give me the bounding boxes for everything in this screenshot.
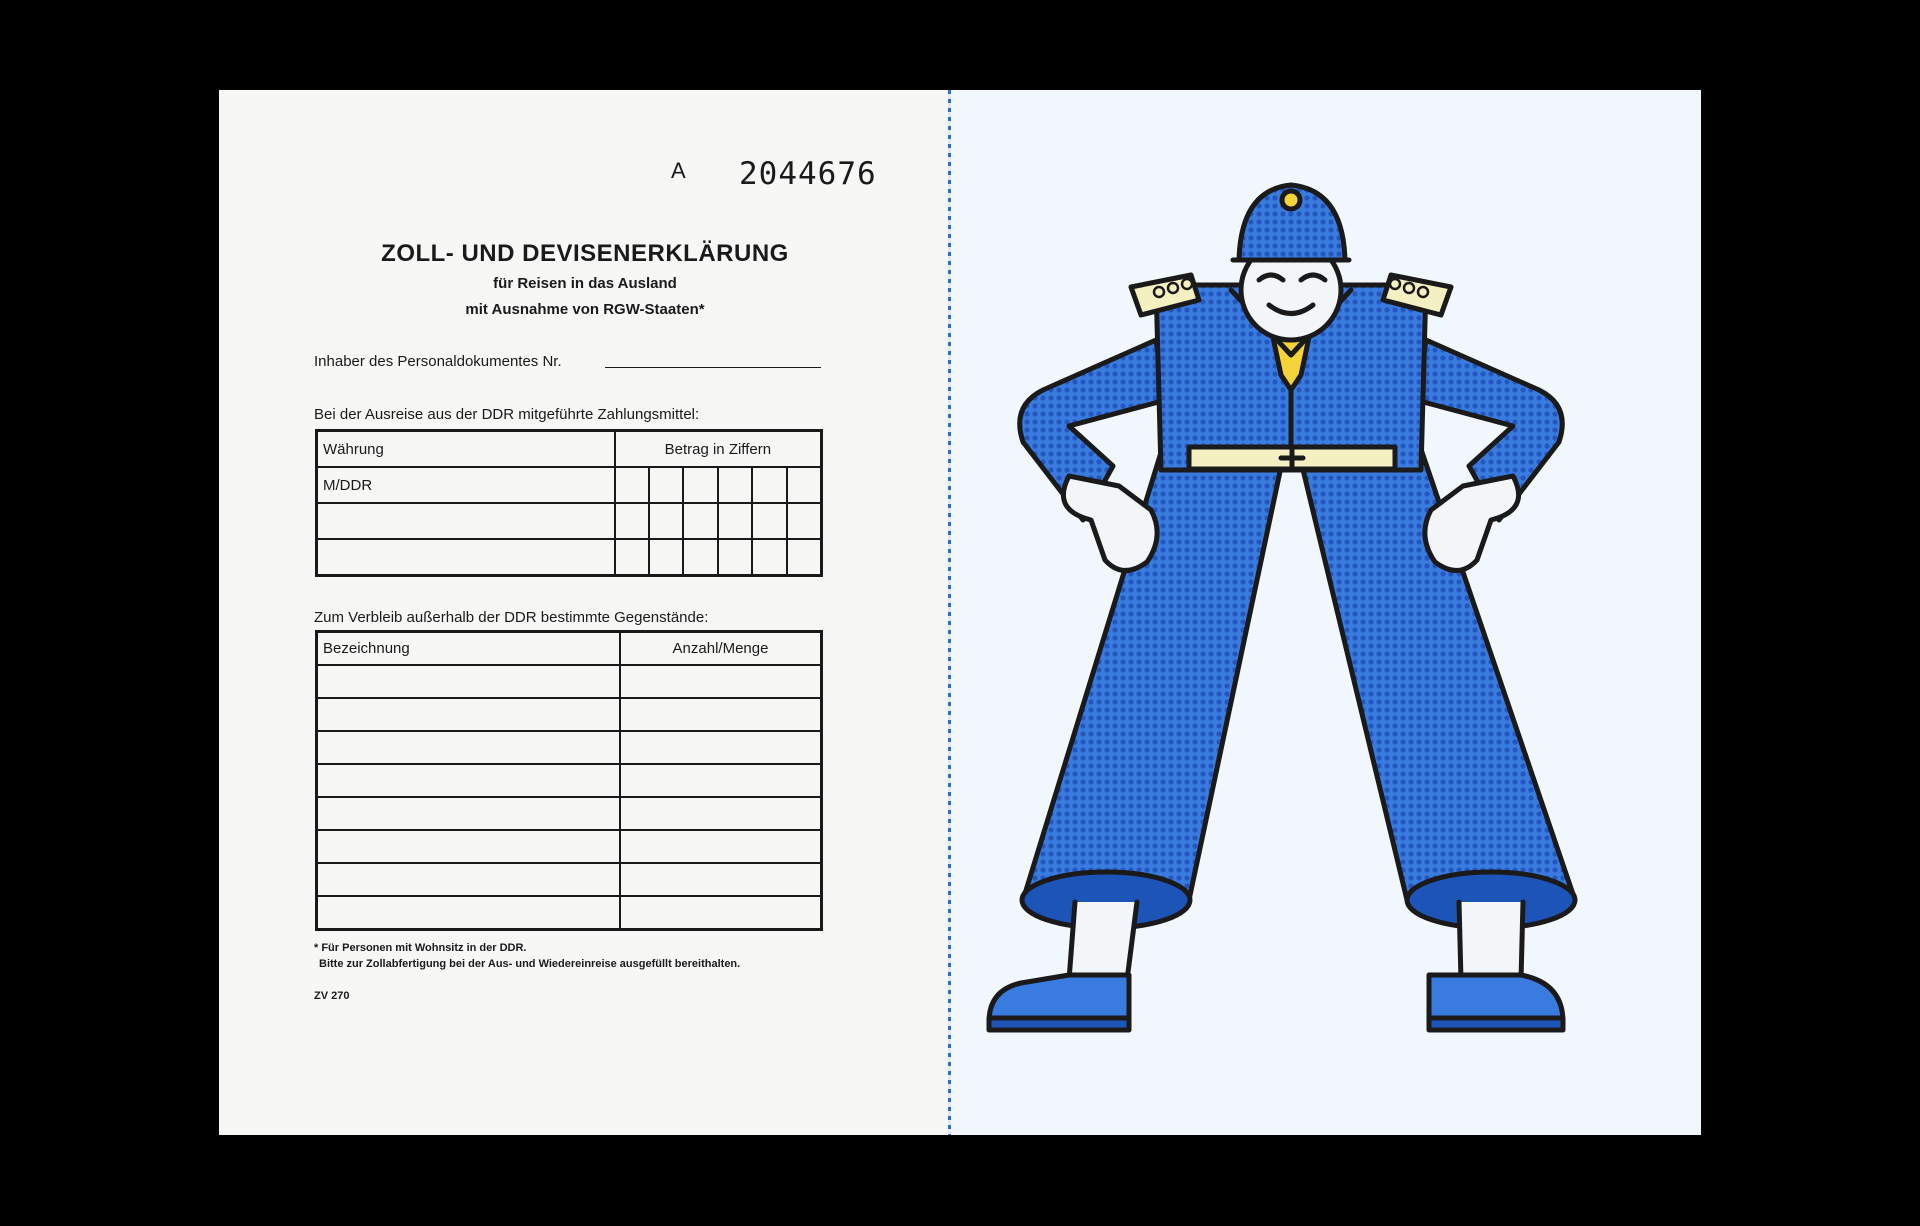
- description-cell[interactable]: [317, 764, 621, 797]
- right-shoe: [1429, 975, 1563, 1022]
- subtitle-line-1: für Reisen in das Ausland: [493, 275, 677, 292]
- table-row: [317, 698, 822, 731]
- passport-spread: [219, 90, 1701, 1135]
- quantity-cell[interactable]: [620, 698, 822, 731]
- currency-table: [315, 429, 823, 577]
- illustration-page: [951, 90, 1701, 1135]
- currency-cell[interactable]: [317, 539, 615, 576]
- currency-section-heading: Bei der Ausreise aus der DDR mitgeführte Zahlungsmittel:: [314, 406, 700, 423]
- digit-cell[interactable]: [649, 539, 683, 576]
- footnote-instruction: Bitte zur Zollabfertigung bei der Aus- und Wiedereinreise ausgefüllt bereithalten.: [319, 958, 741, 970]
- quantity-cell[interactable]: [620, 665, 822, 698]
- description-column-header: Bezeichnung: [317, 632, 621, 666]
- digit-cell[interactable]: [752, 539, 786, 576]
- digit-cell[interactable]: [752, 503, 786, 539]
- quantity-cell[interactable]: [620, 764, 822, 797]
- table-row: [317, 539, 822, 576]
- digit-cell[interactable]: [718, 539, 752, 576]
- table-header-row: [317, 632, 822, 666]
- table-row: [317, 830, 822, 863]
- footnote-residency: * Für Personen mit Wohnsitz in der DDR.: [314, 942, 527, 954]
- digit-cell[interactable]: [615, 503, 649, 539]
- description-cell[interactable]: [317, 863, 621, 896]
- description-cell[interactable]: [317, 797, 621, 830]
- right-shin: [1459, 902, 1523, 980]
- table-row: [317, 863, 822, 896]
- serial-number: 2044676: [739, 156, 877, 192]
- table-row: [317, 467, 822, 503]
- currency-column-header: Währung: [317, 431, 615, 468]
- table-row: [317, 896, 822, 930]
- amount-column-header: Betrag in Ziffern: [615, 431, 822, 468]
- table-row: [317, 731, 822, 764]
- quantity-cell[interactable]: [620, 731, 822, 764]
- customs-officer-illustration: [951, 90, 1701, 1135]
- cap-badge: [1282, 191, 1300, 209]
- digit-cell[interactable]: [649, 503, 683, 539]
- quantity-cell[interactable]: [620, 830, 822, 863]
- left-shin: [1069, 902, 1137, 980]
- currency-cell[interactable]: M/DDR: [317, 467, 615, 503]
- holder-label: Inhaber des Personaldokumentes Nr.: [314, 353, 562, 370]
- table-row: [317, 797, 822, 830]
- left-shoe: [989, 975, 1129, 1022]
- subtitle-line-2: mit Ausnahme von RGW-Staaten*: [465, 301, 705, 318]
- quantity-cell[interactable]: [620, 863, 822, 896]
- description-cell[interactable]: [317, 731, 621, 764]
- digit-cell[interactable]: [752, 467, 786, 503]
- page-title: ZOLL- UND DEVISENERKLÄRUNG: [381, 240, 789, 267]
- description-cell[interactable]: [317, 698, 621, 731]
- digit-cell[interactable]: [649, 467, 683, 503]
- description-cell[interactable]: [317, 665, 621, 698]
- digit-cell[interactable]: [718, 467, 752, 503]
- digit-cell[interactable]: [787, 503, 822, 539]
- right-trouser-leg: [1291, 420, 1575, 900]
- left-hand: [1063, 476, 1157, 571]
- description-cell[interactable]: [317, 896, 621, 930]
- right-hand: [1425, 476, 1519, 571]
- quantity-cell[interactable]: [620, 896, 822, 930]
- digit-cell[interactable]: [787, 539, 822, 576]
- holder-number-field[interactable]: [605, 367, 821, 368]
- right-shoe-sole: [1429, 1018, 1563, 1030]
- quantity-column-header: Anzahl/Menge: [620, 632, 822, 666]
- description-cell[interactable]: [317, 830, 621, 863]
- digit-cell[interactable]: [615, 539, 649, 576]
- digit-cell[interactable]: [683, 539, 717, 576]
- table-row: [317, 665, 822, 698]
- form-code: ZV 270: [314, 990, 350, 1002]
- digit-cell[interactable]: [683, 467, 717, 503]
- left-shoe-sole: [989, 1018, 1129, 1030]
- table-row: [317, 503, 822, 539]
- table-row: [317, 764, 822, 797]
- customs-declaration-page: [219, 90, 951, 1135]
- digit-cell[interactable]: [718, 503, 752, 539]
- goods-table: [315, 630, 823, 931]
- currency-cell[interactable]: [317, 503, 615, 539]
- quantity-cell[interactable]: [620, 797, 822, 830]
- goods-section-heading: Zum Verbleib außerhalb der DDR bestimmte Gegenstände:: [314, 609, 709, 626]
- digit-cell[interactable]: [615, 467, 649, 503]
- table-header-row: [317, 431, 822, 468]
- digit-cell[interactable]: [683, 503, 717, 539]
- serial-prefix: A: [671, 158, 686, 183]
- digit-cell[interactable]: [787, 467, 822, 503]
